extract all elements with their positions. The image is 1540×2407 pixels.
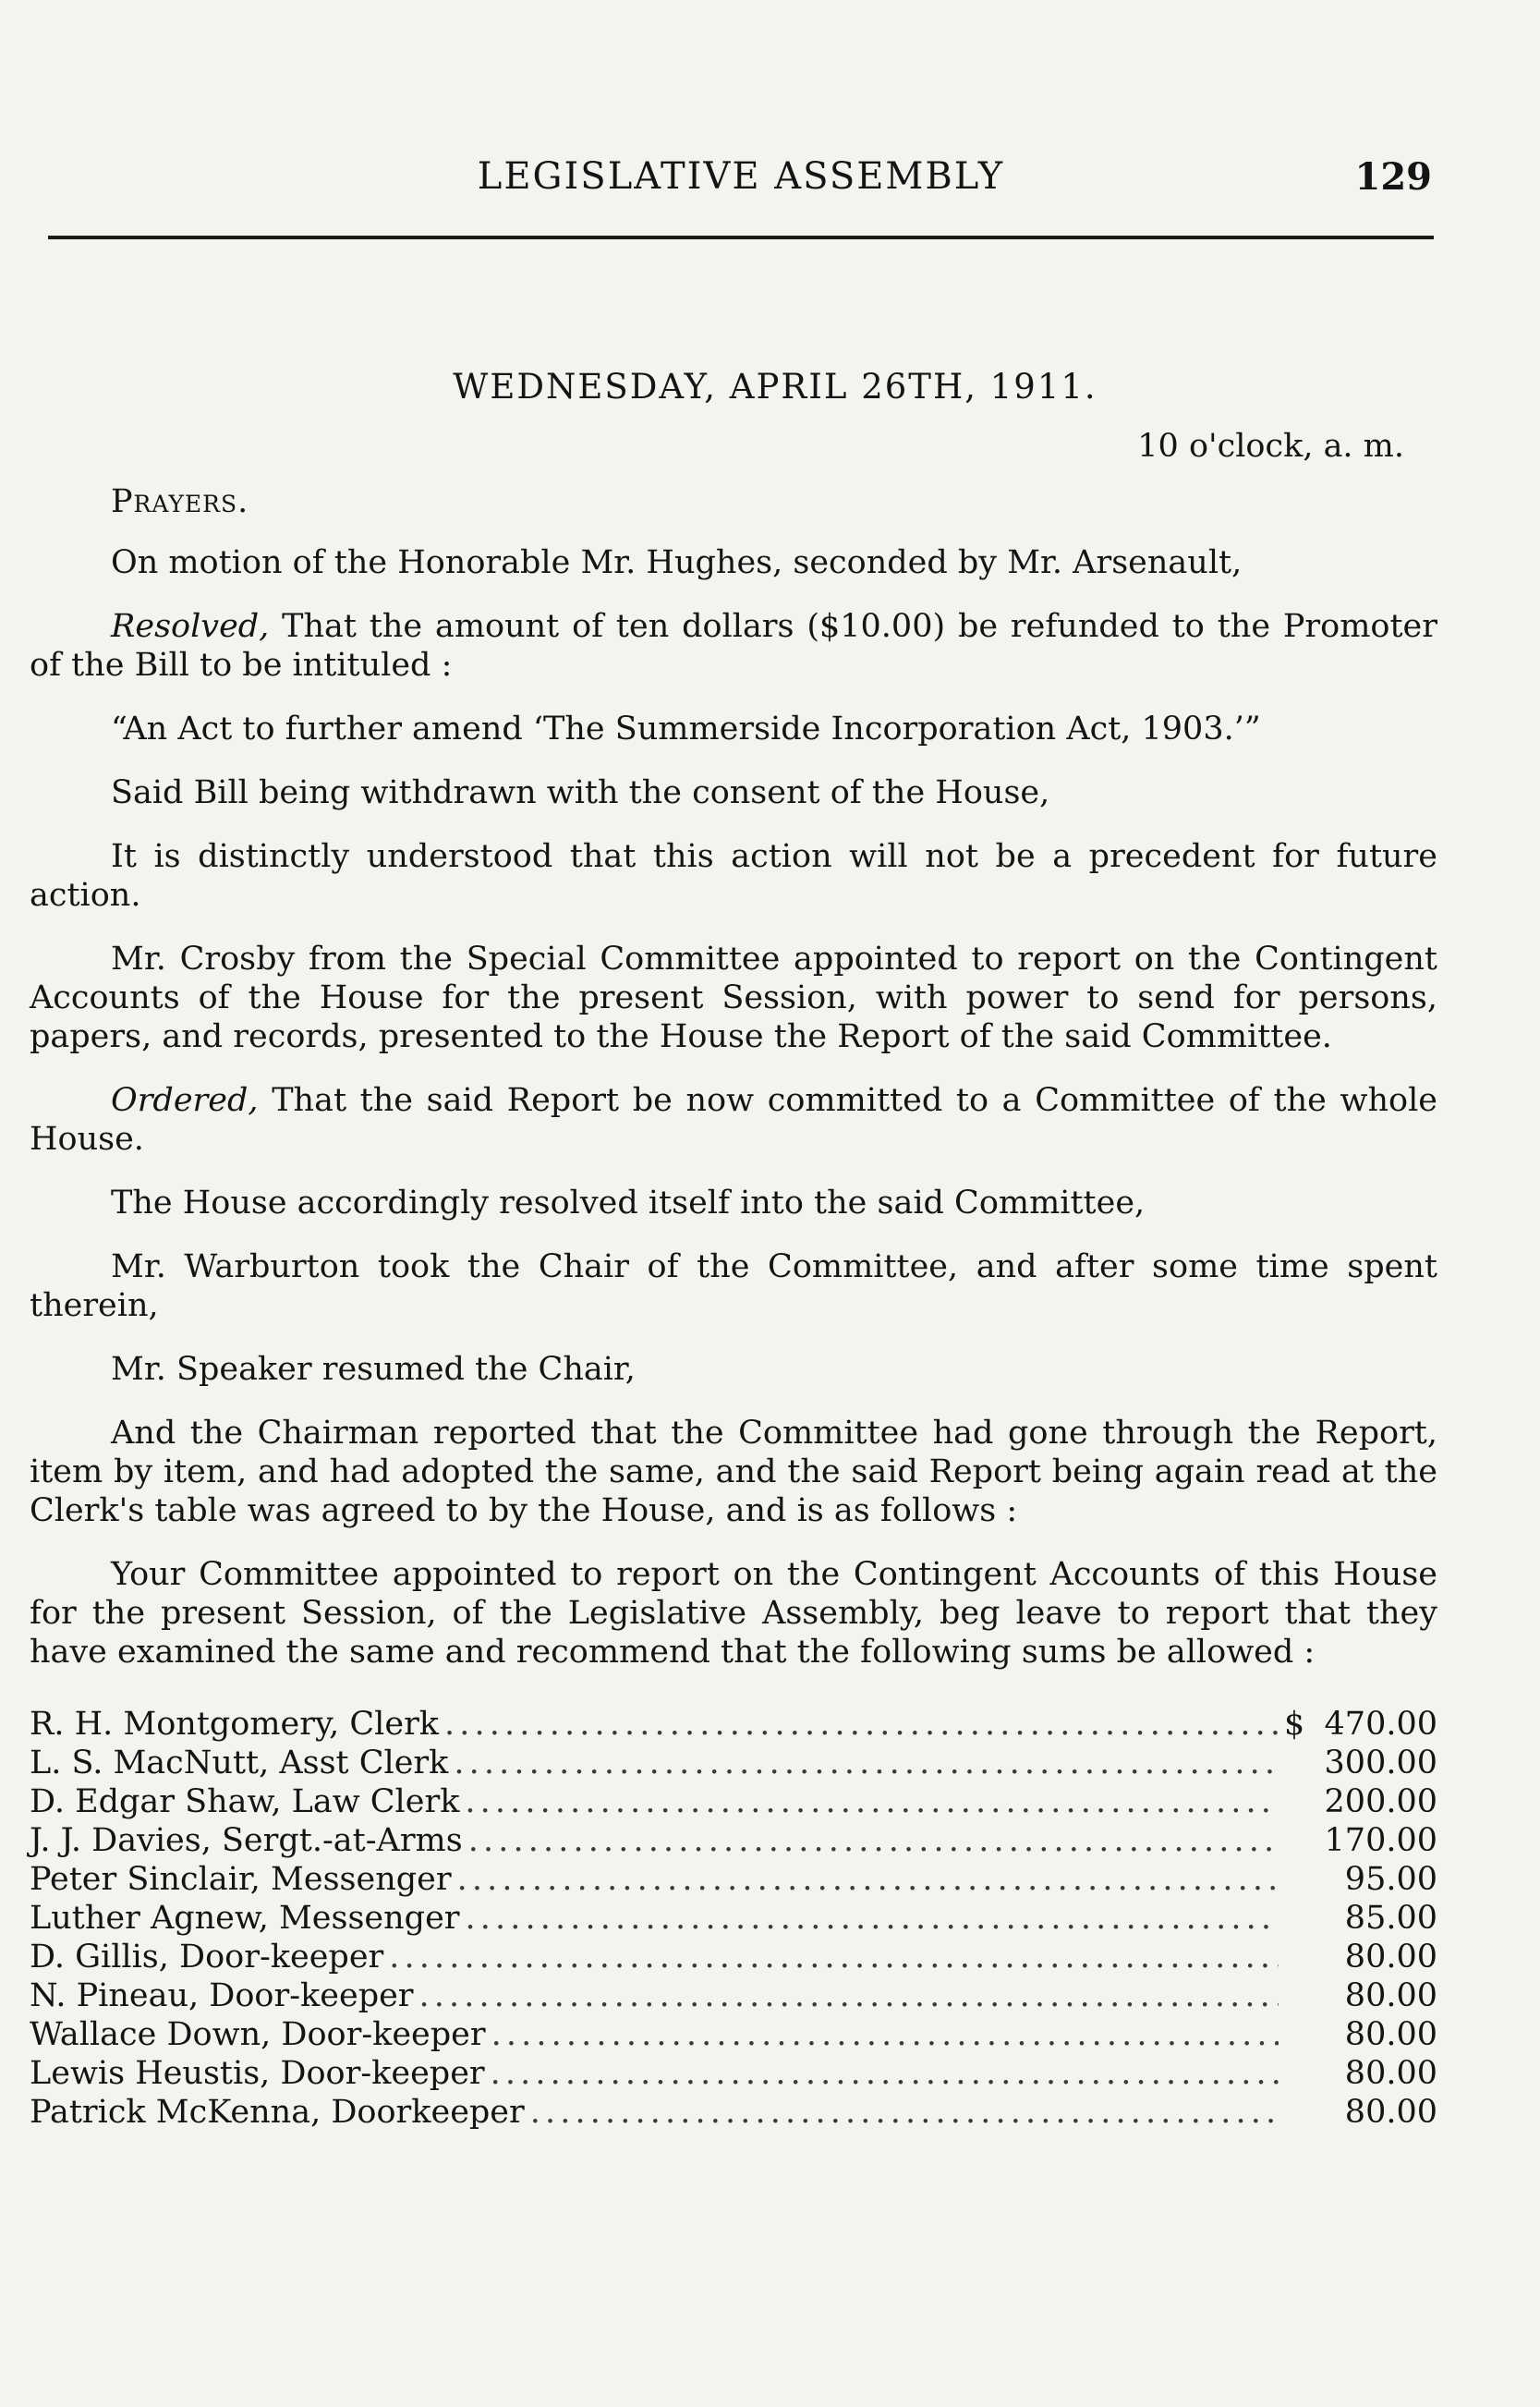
paragraph-lead: Resolved, [111, 608, 270, 645]
paragraph-lead: Ordered, [111, 1082, 259, 1119]
paragraphs [30, 543, 1437, 1672]
dot-leader [419, 1976, 1279, 2015]
dot-leader [468, 1821, 1279, 1860]
paragraph: Ordered, That the said Report be now committed to a Committee of the whole House. [30, 1082, 1437, 1158]
dot-leader [465, 1782, 1279, 1821]
account-row: L. S. MacNutt, Asst Clerk . . . 300.00 [30, 1744, 1437, 1782]
dot-leader [491, 2015, 1279, 2054]
paragraph: It is distinctly understood that this action will not be a precedent for future action. [30, 838, 1437, 914]
account-row: D. Gillis, Door-keeper . . . 80.00 [30, 1938, 1437, 1976]
paragraph: Mr. Speaker resumed the Chair, [111, 1351, 636, 1388]
currency-sign: $ [1284, 1706, 1305, 1743]
account-row: Patrick McKenna, Doorkeeper . . . 80.00 [30, 2093, 1437, 2132]
account-row: Peter Sinclair, Messenger . . . 95.00 [30, 1860, 1437, 1899]
dot-leader [491, 2054, 1279, 2093]
account-row: R. H. Montgomery, Clerk . . . $ 470.00 [30, 1705, 1437, 1744]
header-title: LEGISLATIVE ASSEMBLY [477, 155, 1005, 198]
sitting-date: WEDNESDAY, APRIL 26TH, 1911. [453, 367, 1097, 407]
account-row: Lewis Heustis, Door-keeper . . . 80.00 [30, 2054, 1437, 2093]
account-row: D. Edgar Shaw, Law Clerk . . . 200.00 [30, 1782, 1437, 1821]
sitting-time: 10 o'clock, a. m. [1137, 428, 1404, 465]
paragraph: Mr. Warburton took the Chair of the Committee, and after some time spent therein, [30, 1248, 1437, 1324]
accounts-list [30, 1705, 1437, 2132]
dot-leader [454, 1744, 1279, 1782]
paragraph: The House accordingly resolved itself into the said Committee, [111, 1185, 1146, 1222]
dot-leader [466, 1899, 1279, 1938]
paragraph: Said Bill being withdrawn with the consent of the House, [111, 774, 1050, 811]
account-row: Luther Agnew, Messenger . . . 85.00 [30, 1899, 1437, 1938]
paragraph: And the Chairman reported that the Committee had gone through the Report, item by item, and had adopted the same, and the said Report being again read at the Clerk's table was agreed to by the House, and is as follows : [30, 1415, 1437, 1529]
dot-leader [530, 2093, 1279, 2132]
prayers-heading: Prayers. [111, 483, 249, 520]
header-rule [48, 236, 1434, 239]
bill-title: “An Act to further amend ‘The Summerside Incorporation Act, 1903.’” [111, 711, 1261, 748]
paragraph: Your Committee appointed to report on the Contingent Accounts of this House for the present Session, of the Legislative Assembly, beg leave to report that they have examined the same and recommend that the following sums be allowed : [30, 1556, 1437, 1671]
document-body [30, 368, 1437, 2132]
account-row: Wallace Down, Door-keeper . . . 80.00 [30, 2015, 1437, 2054]
dot-leader [457, 1860, 1279, 1899]
paragraph: Resolved, That the amount of ten dollars ($10.00) be refunded to the Promoter of the Bill to be intituled : [30, 608, 1437, 684]
dot-leader [444, 1705, 1279, 1744]
account-row: J. J. Davies, Sergt.-at-Arms . . . 170.00 [30, 1821, 1437, 1860]
page-number: 129 [1354, 155, 1432, 199]
dot-leader [389, 1938, 1279, 1976]
paragraph: On motion of the Honorable Mr. Hughes, seconded by Mr. Arsenault, [111, 544, 1243, 581]
paragraph: Mr. Crosby from the Special Committee appointed to report on the Contingent Accounts of the House for the present Session, with power to send for persons, papers, and records, presented to the House the Report of the said Committee. [30, 941, 1437, 1055]
running-header [48, 155, 1434, 211]
account-row: N. Pineau, Door-keeper . . . 80.00 [30, 1976, 1437, 2015]
